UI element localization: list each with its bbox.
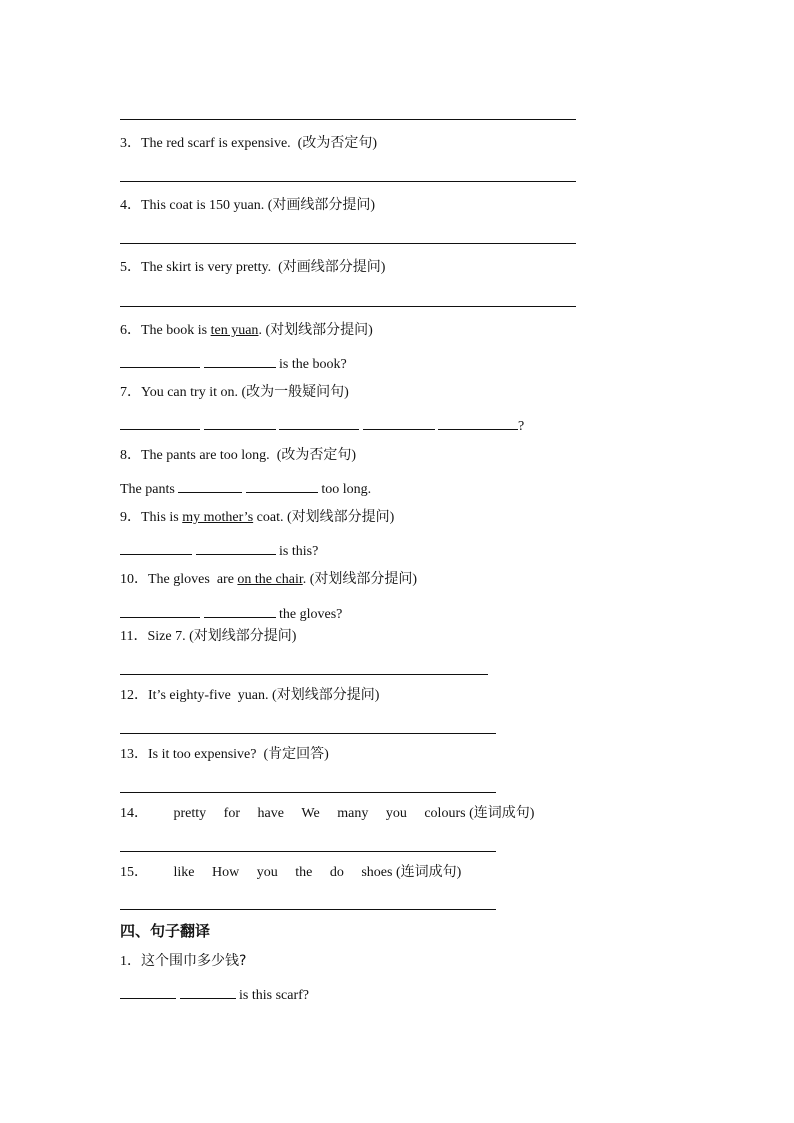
underlined-phrase: on the chair (237, 572, 303, 587)
question-text: Is it too expensive? (148, 747, 257, 762)
question-text: The skirt is very pretty. (141, 260, 272, 275)
answer-line[interactable] (120, 306, 576, 307)
question-number: 12． (120, 688, 148, 703)
question-8 (120, 447, 356, 465)
question-instruction: (连词成句) (469, 806, 535, 821)
underlined-phrase: my mother’s (182, 510, 254, 525)
underlined-phrase: ten yuan (210, 323, 259, 338)
question-number: 8． (120, 448, 141, 463)
question-instruction: (对画线部分提问) (267, 198, 376, 213)
question-text-pre: The gloves are (148, 572, 234, 587)
answer-tail: is the book? (279, 357, 347, 372)
question-instruction: (对划线部分提问) (309, 572, 418, 587)
question-instruction: (对划线部分提问) (265, 323, 373, 338)
question-text: 这个围巾多少钱? (141, 953, 247, 969)
question-number: 3． (120, 136, 141, 151)
answer-line[interactable] (120, 674, 488, 675)
question-instruction: (对划线部分提问) (272, 688, 380, 703)
question-number: 9． (120, 510, 141, 525)
answer-blank[interactable] (120, 984, 176, 999)
answer-blank[interactable] (196, 540, 276, 555)
scrambled-word: the (295, 865, 313, 880)
question-instruction: (改为一般疑问句) (241, 385, 349, 400)
question-10 (120, 571, 417, 589)
question-text-pre: The book is (141, 323, 208, 338)
question-number: 13． (120, 747, 148, 762)
answer-blank[interactable] (120, 603, 200, 618)
answer-row-translation-1 (120, 984, 309, 1005)
question-instruction: (对划线部分提问) (286, 510, 395, 525)
question-6 (120, 322, 373, 340)
answer-blank[interactable] (180, 984, 236, 999)
question-number: 4． (120, 198, 141, 213)
question-text: This coat is 150 yuan. (141, 198, 265, 213)
answer-blank[interactable] (204, 603, 276, 618)
question-instruction: (肯定回答) (263, 747, 329, 762)
answer-tail: ? (518, 419, 525, 434)
answer-blank[interactable] (120, 415, 200, 430)
question-9 (120, 509, 394, 527)
scrambled-word: do (329, 865, 344, 880)
question-text: The pants are too long. (141, 448, 270, 463)
question-number: 14． (120, 806, 148, 821)
question-number: 1． (120, 954, 141, 969)
answer-tail: the gloves? (279, 607, 343, 622)
question-instruction: (对划线部分提问) (189, 629, 297, 644)
scrambled-word: pretty (173, 806, 207, 821)
answer-blank[interactable] (204, 353, 276, 368)
question-number: 15． (120, 865, 148, 880)
answer-head: The pants (120, 482, 175, 497)
question-text-post: . (258, 323, 262, 338)
question-14 (120, 805, 534, 823)
answer-line[interactable] (120, 181, 576, 182)
question-text: The red scarf is expensive. (141, 136, 291, 151)
question-instruction: (改为否定句) (276, 448, 357, 463)
question-3 (120, 135, 377, 153)
answer-row-6 (120, 353, 347, 374)
scrambled-word: like (173, 865, 195, 880)
answer-line[interactable] (120, 851, 496, 852)
question-instruction: (对画线部分提问) (278, 260, 386, 275)
question-text: It’s eighty-five yuan. (148, 688, 269, 703)
question-text-post: . (302, 572, 307, 587)
scrambled-word: for (223, 806, 240, 821)
question-12 (120, 687, 379, 705)
question-number: 5． (120, 260, 141, 275)
scrambled-word: you (256, 865, 278, 880)
question-instruction: (连词成句) (395, 865, 462, 880)
scrambled-word: you (385, 806, 407, 821)
question-4 (120, 197, 375, 215)
question-15 (120, 864, 461, 882)
answer-line[interactable] (120, 733, 496, 734)
answer-line[interactable] (120, 243, 576, 244)
scrambled-word: We (301, 806, 320, 821)
question-11 (120, 628, 296, 646)
answer-blank[interactable] (279, 415, 359, 430)
question-instruction: (改为否定句) (297, 136, 377, 151)
scrambled-word: How (212, 865, 240, 880)
question-7 (120, 384, 349, 402)
question-text-pre: This is (141, 510, 179, 525)
answer-tail: is this? (279, 544, 319, 559)
question-number: 7． (120, 385, 141, 400)
answer-blank[interactable] (246, 478, 318, 493)
answer-row-9 (120, 540, 318, 561)
answer-blank[interactable] (363, 415, 435, 430)
scrambled-word: many (337, 806, 369, 821)
question-text: You can try it on. (141, 385, 238, 400)
scrambled-word: shoes (361, 865, 393, 880)
question-13 (120, 746, 329, 764)
scrambled-word: have (257, 806, 284, 821)
answer-blank[interactable] (204, 415, 276, 430)
answer-blank[interactable] (438, 415, 518, 430)
question-text-post: coat. (256, 510, 284, 525)
answer-tail: too long. (321, 482, 372, 497)
answer-blank[interactable] (120, 353, 200, 368)
answer-row-10 (120, 603, 342, 624)
question-number: 6． (120, 323, 141, 338)
scrambled-word: colours (424, 806, 466, 821)
answer-row-8 (120, 478, 371, 499)
question-number: 11． (120, 629, 148, 644)
answer-row-7 (120, 415, 524, 436)
answer-line[interactable] (120, 909, 496, 910)
question-5 (120, 259, 385, 277)
answer-line[interactable] (120, 792, 496, 793)
answer-blank[interactable] (178, 478, 242, 493)
answer-line (120, 119, 576, 120)
answer-blank[interactable] (120, 540, 192, 555)
question-number: 10． (120, 572, 148, 587)
section-heading: 四、句子翻译 (120, 922, 211, 940)
translation-question-1 (120, 952, 246, 971)
question-text: Size 7. (147, 629, 186, 644)
answer-tail: is this scarf? (239, 988, 309, 1003)
